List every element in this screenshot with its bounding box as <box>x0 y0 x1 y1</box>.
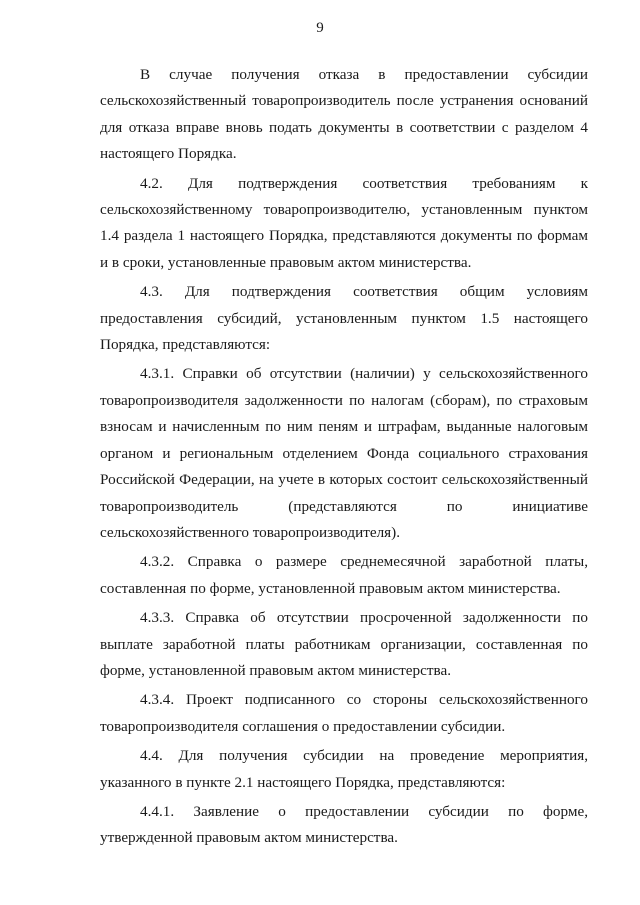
document-body <box>100 62 588 855</box>
paragraph-4-2: 4.2. Для подтверждения соответствия требованиям к сельскохозяйственному товаропроизводителю, установленным пунктом 1.4 раздела 1 настоящего Порядка, представляются документы по формам и в сроки, установленные правовым актом министерства. <box>100 174 588 271</box>
paragraph-4-3-3: 4.3.3. Справка об отсутствии просроченной задолженности по выплате заработной платы работникам организации, составленная по форме, установленной правовым актом министерства. <box>100 609 588 679</box>
paragraph-4-4: 4.4. Для получения субсидии на проведение мероприятия, указанного в пункте 2.1 настоящего Порядка, представляются: <box>100 747 588 791</box>
page-number: 9 <box>316 20 324 36</box>
paragraph-4-3-4: 4.3.4. Проект подписанного со стороны сельскохозяйственного товаропроизводителя соглашения о предоставлении субсидии. <box>100 691 588 735</box>
paragraph-4-3-2: 4.3.2. Справка о размере среднемесячной заработной платы, составленная по форме, установленной правовым актом министерства. <box>100 553 588 597</box>
paragraph-4-3: 4.3. Для подтверждения соответствия общим условиям предоставления субсидий, установленным пунктом 1.5 настоящего Порядка, представляются: <box>100 283 588 354</box>
paragraph-refusal-resubmission: В случае получения отказа в предоставлении субсидии сельскохозяйственный товаропроизводитель после устранения оснований для отказа вправе вновь подать документы в соответствии с разделом 4 настоящего Порядка. <box>100 66 588 163</box>
paragraph-4-4-1: 4.4.1. Заявление о предоставлении субсидии по форме, утвержденной правовым актом министерства. <box>100 802 588 847</box>
paragraph-4-3-1: 4.3.1. Справки об отсутствии (наличии) у сельскохозяйственного товаропроизводителя задолженности по налогам (сборам), по страховым взносам и начисленным по ним пеням и штрафам, выданные налоговым органом и региональным отделением Фонда социального страхования Российской Федерации, на учете в которых состоит сельскохозяйственный товаропроизводитель (представляются по инициативе сельскохозяйственного товаропроизводителя). <box>100 365 588 541</box>
